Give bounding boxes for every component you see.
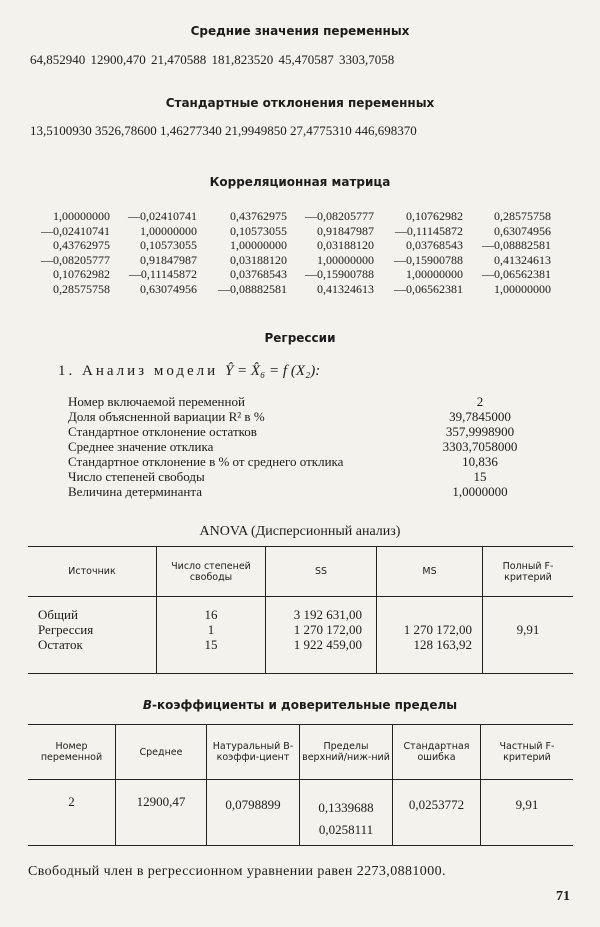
page-number: 71 xyxy=(556,889,570,904)
bcoef-title-b: B xyxy=(142,698,153,712)
corr-cell: —0,08882581 xyxy=(218,281,287,296)
model-label-text: 1. Анализ модели xyxy=(58,363,219,379)
anova-ss-cell xyxy=(266,597,377,674)
corr-cell: 0,41324613 xyxy=(494,252,551,267)
anova-df-total: 16 xyxy=(204,607,218,622)
bcoef-header-mean: Среднее xyxy=(116,725,207,780)
corr-cell: —0,15900788 xyxy=(305,267,374,281)
corr-cell: —0,08205777 xyxy=(41,252,110,267)
stat-label: Среднее значение отклика xyxy=(68,439,214,454)
model-label xyxy=(58,363,320,380)
anova-source-regression: Регрессия xyxy=(38,622,94,637)
stat-label: Число степеней свободы xyxy=(68,469,205,484)
stat-value: 2 xyxy=(476,394,484,409)
corr-cell: 1,00000000 xyxy=(230,238,287,252)
anova-sources xyxy=(28,597,157,674)
anova-header-ss: SS xyxy=(266,547,377,597)
corr-row xyxy=(0,253,600,267)
corr-cell: 0,03768543 xyxy=(406,238,463,252)
bcoef-mean: 12900,47 xyxy=(116,780,207,846)
bcoef-var: 2 xyxy=(28,780,116,846)
std-title: Стандартные отклонения переменных xyxy=(165,96,435,110)
stat-row xyxy=(68,469,538,484)
anova-ss-residual: 1 922 459,00 xyxy=(293,637,362,652)
std-values: 13,5100930 3526,78600 1,46277340 21,9949850 27,4775310 446,698370 xyxy=(30,123,417,138)
anova-source-residual: Остаток xyxy=(38,637,83,652)
corr-row xyxy=(0,282,600,296)
corr-cell: —0,06562381 xyxy=(394,281,463,296)
stat-row xyxy=(68,409,538,424)
stat-label: Величина детерминанта xyxy=(68,484,202,499)
corr-cell: 0,03188120 xyxy=(317,238,374,252)
bcoef-title xyxy=(0,698,600,712)
corr-cell: 0,43762975 xyxy=(53,238,110,252)
bcoef-header-se: Стандартная ошибка xyxy=(393,725,481,780)
bcoef-upper: 0,1339688 xyxy=(318,800,374,815)
stat-label: Стандартное отклонение в % от среднего отклика xyxy=(68,454,344,469)
corr-cell: 1,00000000 xyxy=(53,209,110,223)
corr-cell: 0,10573055 xyxy=(230,223,287,238)
corr-cell: —0,02410741 xyxy=(41,223,110,238)
corr-cell: 0,10573055 xyxy=(140,238,197,252)
bcoef-limits xyxy=(300,780,393,846)
bcoef-header-var: Номер переменной xyxy=(28,725,116,780)
anova-header-source: Источник xyxy=(28,547,157,597)
anova-title: ANOVA (Дисперсионный анализ) xyxy=(199,524,401,539)
model-formula: Ŷ = X̂₆ = f (X₂): xyxy=(224,363,321,379)
stat-row xyxy=(68,394,538,409)
anova-df-cell xyxy=(157,597,266,674)
stat-row xyxy=(68,439,538,454)
stat-label: Номер включаемой переменной xyxy=(68,394,245,409)
anova-ss-regression: 1 270 172,00 xyxy=(293,622,362,637)
means-title: Средние значения переменных xyxy=(190,24,410,38)
anova-ms-regression: 1 270 172,00 xyxy=(403,622,472,637)
corr-cell: —0,15900788 xyxy=(394,252,463,267)
anova-f-value: 9,91 xyxy=(483,597,574,674)
corr-cell: 0,10762982 xyxy=(53,267,110,281)
means-values: 64,852940 12900,470 21,470588 181,823520 45,470587 3303,7058 xyxy=(30,52,395,67)
corr-cell: 0,03768543 xyxy=(230,267,287,281)
stat-row xyxy=(68,424,538,439)
bcoef-header-f: Частный F-критерий xyxy=(481,725,574,780)
bcoef-lower: 0,0258111 xyxy=(318,822,374,837)
stat-label: Доля объясненной вариации R² в % xyxy=(68,409,265,424)
stat-value: 3303,7058000 xyxy=(442,439,518,454)
corr-cell: 0,28575758 xyxy=(494,209,551,223)
stat-label: Стандартное отклонение остатков xyxy=(68,424,257,439)
anova-header-f: Полный F-критерий xyxy=(483,547,574,597)
corr-cell: —0,11145872 xyxy=(128,267,197,281)
corr-cell: 1,00000000 xyxy=(317,252,374,267)
anova-ms-residual: 128 163,92 xyxy=(413,637,472,652)
corr-cell: —0,08205777 xyxy=(305,209,374,223)
stat-value: 357,9998900 xyxy=(445,424,515,439)
anova-ms-cell xyxy=(377,597,483,674)
corr-cell: 0,91847987 xyxy=(317,223,374,238)
corr-cell: 1,00000000 xyxy=(494,281,551,296)
anova-df-residual: 15 xyxy=(204,637,218,652)
bcoef-coef: 0,0798899 xyxy=(207,780,300,846)
bcoef-table xyxy=(28,724,573,846)
corr-row xyxy=(0,224,600,238)
corr-cell: —0,06562381 xyxy=(482,267,551,281)
corr-cell: 1,00000000 xyxy=(406,267,463,281)
bcoef-title-rest: -коэффициенты и доверительные пределы xyxy=(152,698,458,712)
intercept-text: Свободный член в регрессионном уравнении равен 2273,0881000. xyxy=(28,864,446,879)
corr-cell: 1,00000000 xyxy=(140,223,197,238)
corr-cell: —0,08882581 xyxy=(482,238,551,252)
anova-df-regression: 1 xyxy=(207,622,215,637)
corr-cell: 0,91847987 xyxy=(140,252,197,267)
stat-value: 10,836 xyxy=(462,454,498,469)
bcoef-se: 0,0253772 xyxy=(393,780,481,846)
bcoef-f: 9,91 xyxy=(481,780,574,846)
corr-row xyxy=(0,267,600,281)
anova-ss-total: 3 192 631,00 xyxy=(293,607,362,622)
corr-title: Корреляционная матрица xyxy=(209,175,391,189)
corr-cell: —0,02410741 xyxy=(128,209,197,223)
corr-cell: 0,41324613 xyxy=(317,281,374,296)
anova-table xyxy=(28,546,573,674)
corr-cell: 0,28575758 xyxy=(53,281,110,296)
stat-row xyxy=(68,454,538,469)
stat-value: 1,0000000 xyxy=(452,484,508,499)
bcoef-header-coef: Натуральный B-коэффи-циент xyxy=(207,725,300,780)
stat-value: 15 xyxy=(473,469,487,484)
anova-header-df: Число степеней свободы xyxy=(157,547,266,597)
corr-cell: 0,03188120 xyxy=(230,252,287,267)
corr-row xyxy=(0,238,600,252)
stat-value: 39,7845000 xyxy=(449,409,511,424)
stat-row xyxy=(68,484,538,499)
regression-title: Регрессии xyxy=(264,331,336,345)
corr-cell: 0,63074956 xyxy=(140,281,197,296)
corr-row xyxy=(0,209,600,223)
corr-cell: 0,63074956 xyxy=(494,223,551,238)
corr-cell: 0,43762975 xyxy=(230,209,287,223)
anova-header-ms: MS xyxy=(377,547,483,597)
bcoef-header-limits: Пределы верхний/ниж-ний xyxy=(300,725,393,780)
anova-source-total: Общий xyxy=(38,607,78,622)
corr-cell: —0,11145872 xyxy=(394,223,463,238)
corr-cell: 0,10762982 xyxy=(406,209,463,223)
